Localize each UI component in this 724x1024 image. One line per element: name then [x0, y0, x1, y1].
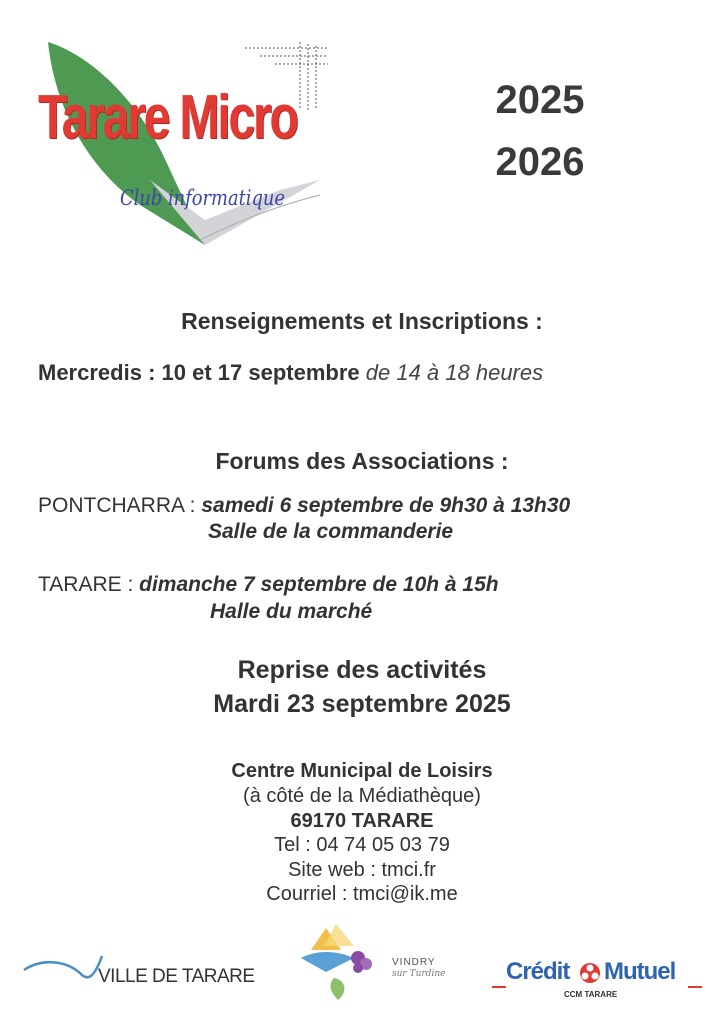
- forum-city: TARARE :: [38, 573, 134, 596]
- credit-mutuel-emblem-icon: [578, 961, 602, 985]
- ville-de-tarare-logo: VILLE DE TARARE: [98, 966, 255, 987]
- registration-line: [38, 360, 543, 386]
- contact-email: Courriel : tmci@ik.me: [266, 883, 458, 905]
- contact-website: Site web : tmci.fr: [288, 859, 436, 881]
- logo-subtitle: Club informatique: [120, 186, 285, 210]
- registration-heading: Renseignements et Inscriptions :: [181, 308, 543, 334]
- registration-dates: : 10 et 17 septembre: [141, 360, 360, 385]
- credit-mutuel-underline-left: [492, 986, 506, 988]
- contact-note: (à côté de la Médiathèque): [243, 785, 481, 807]
- resumption-heading: Reprise des activités: [237, 656, 487, 684]
- credit-mutuel-underline-right: [688, 986, 702, 988]
- forum-when: dimanche 7 septembre de 10h à 15h: [139, 573, 499, 596]
- mutuel-label: Mutuel: [604, 958, 676, 985]
- forum-place: Halle du marché: [210, 600, 373, 623]
- vindry-logo-icon: [296, 920, 381, 1005]
- forum-city: PONTCHARRA :: [38, 494, 196, 517]
- vindry-sub: sur Turdine: [392, 969, 446, 979]
- year-start: 2025: [495, 78, 585, 122]
- contact-city: 69170 TARARE: [290, 810, 434, 832]
- resumption-date: Mardi 23 septembre 2025: [213, 690, 511, 718]
- forum-when: samedi 6 septembre de 9h30 à 13h30: [201, 494, 571, 517]
- contact-venue: Centre Municipal de Loisirs: [231, 760, 493, 782]
- vindry-label: VINDRY: [392, 957, 436, 968]
- credit-label: Crédit: [506, 958, 570, 985]
- forum-item: [38, 494, 570, 518]
- logo-title: Tarare Micro: [38, 83, 297, 152]
- contact-phone: Tel : 04 74 05 03 79: [274, 834, 450, 856]
- forum-item: [38, 573, 499, 597]
- ccm-label: CCM TARARE: [564, 990, 618, 999]
- registration-days: Mercredis: [38, 360, 142, 385]
- registration-hours: de 14 à 18 heures: [365, 360, 544, 385]
- forums-heading: Forums des Associations :: [215, 448, 509, 474]
- year-end: 2026: [495, 140, 585, 184]
- forum-place: Salle de la commanderie: [208, 520, 454, 543]
